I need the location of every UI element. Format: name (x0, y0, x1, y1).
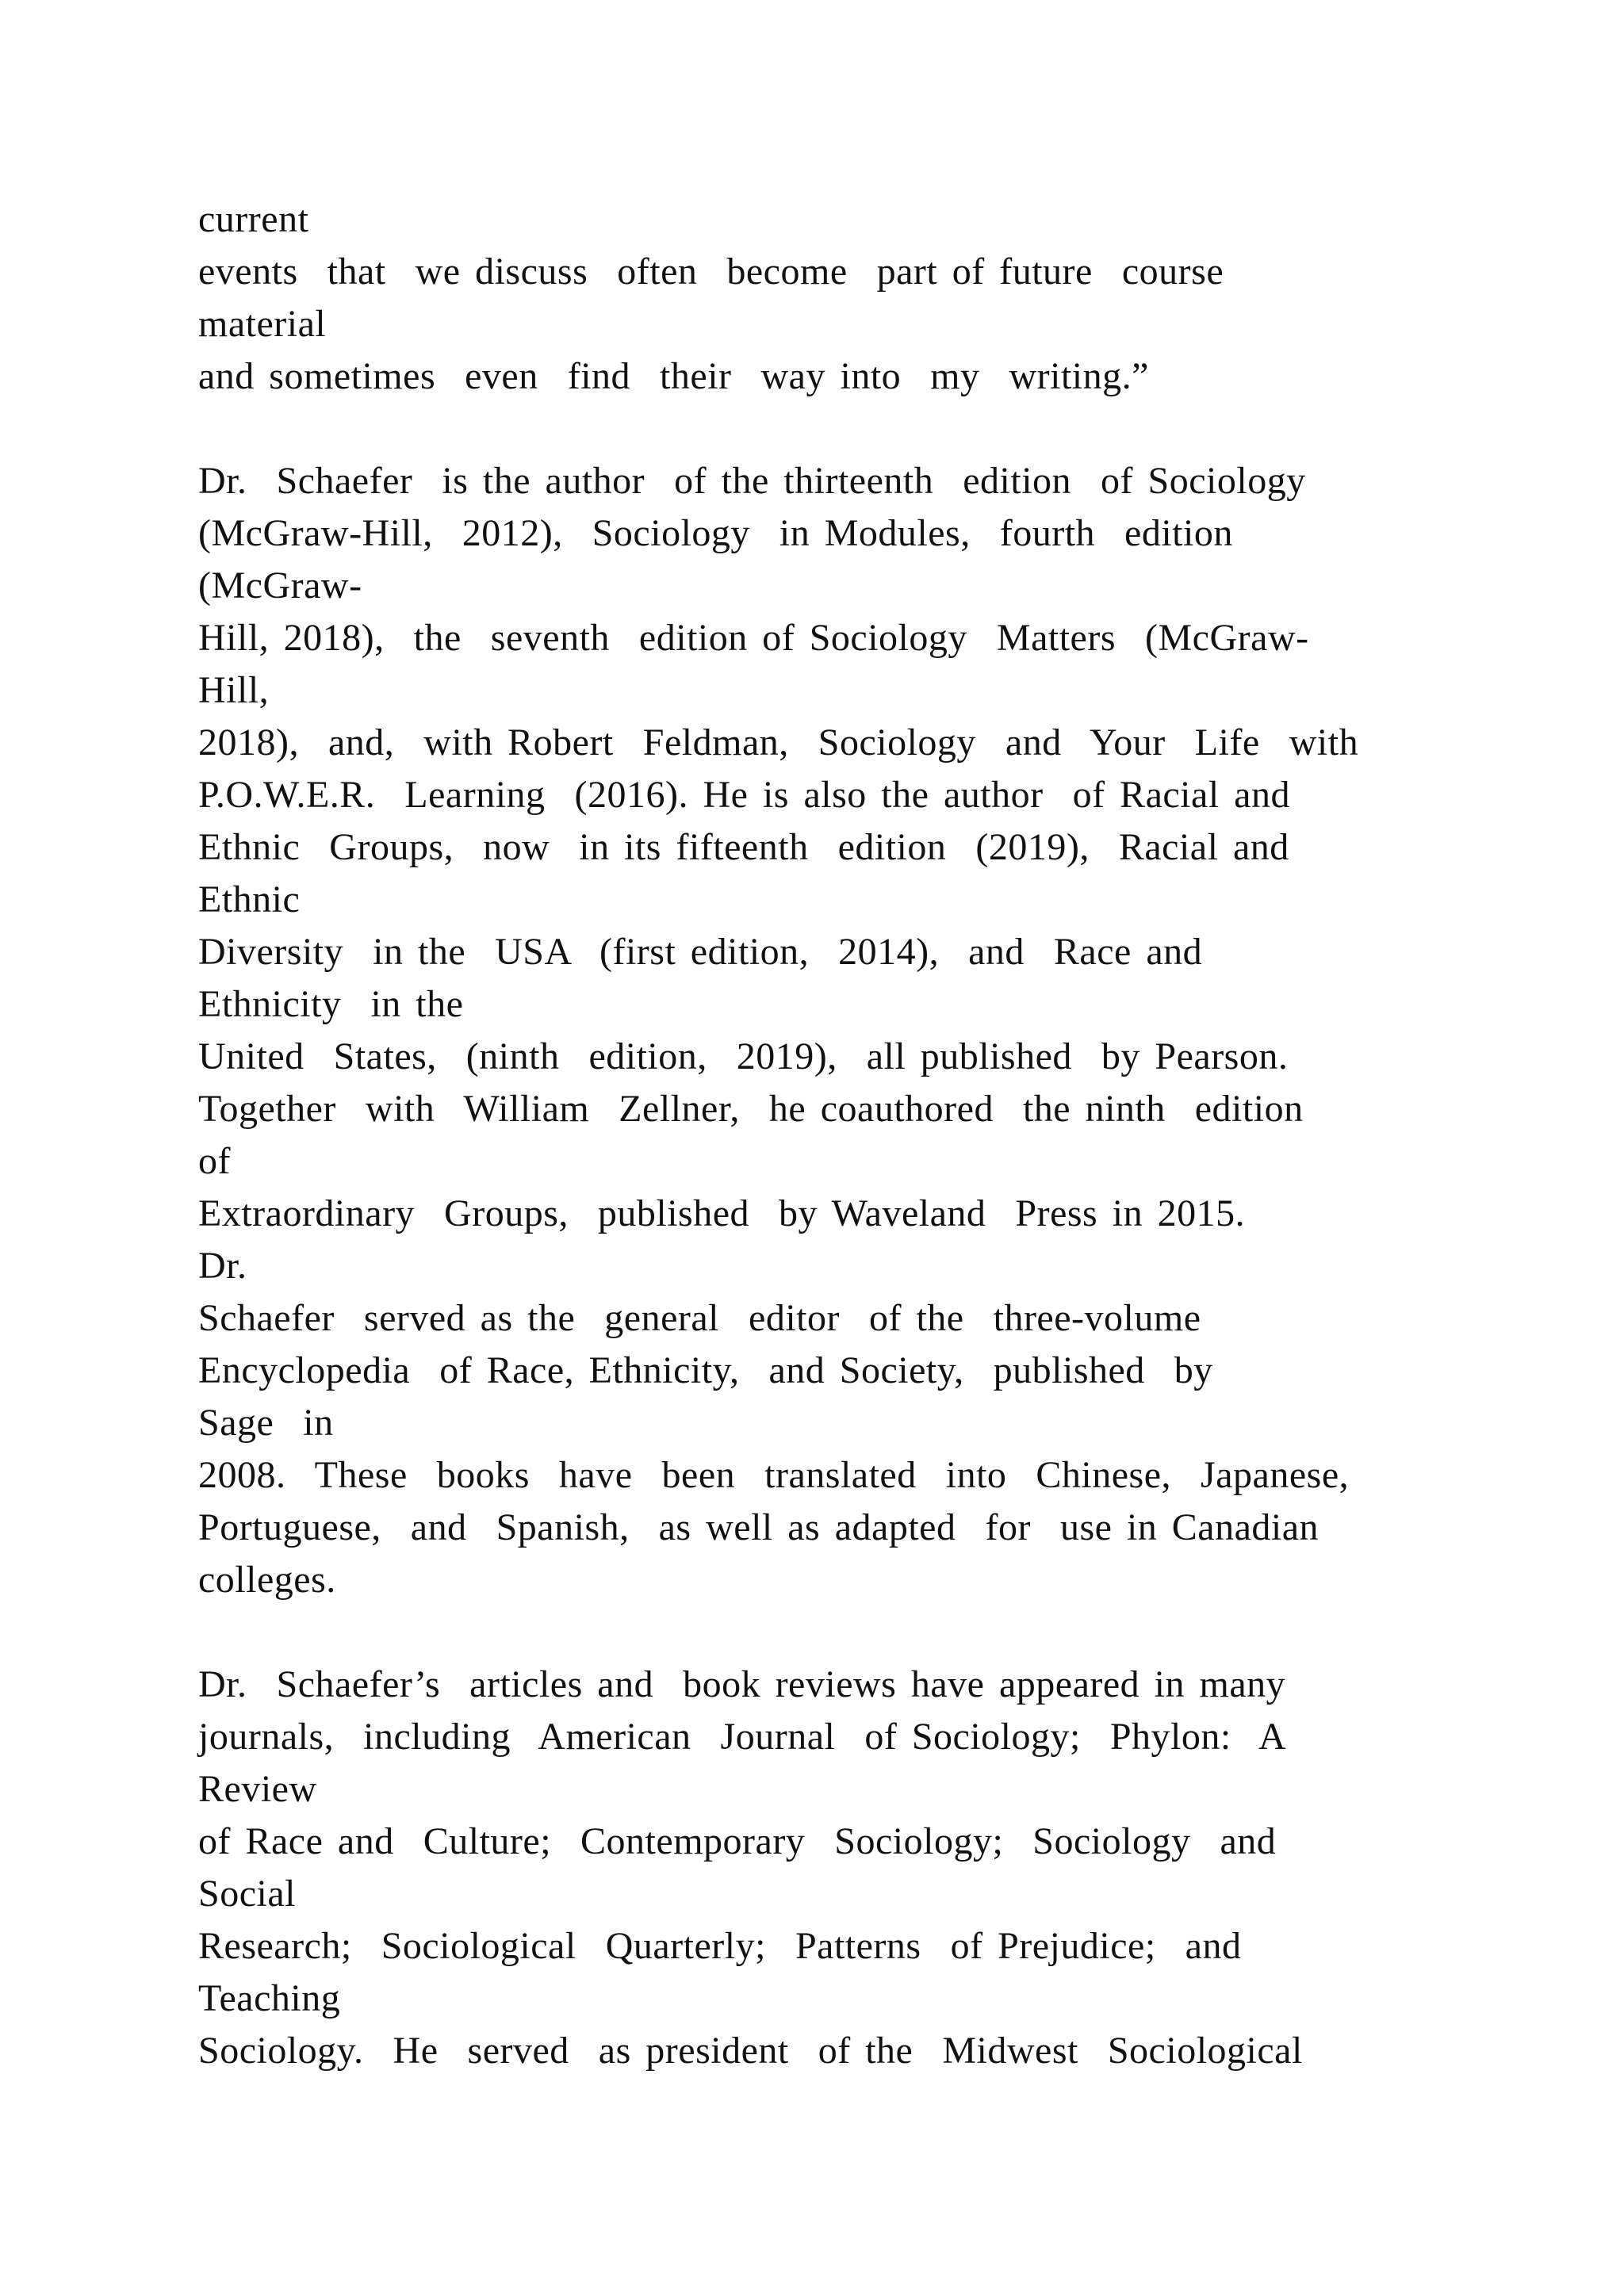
text-line: Dr. (198, 1245, 247, 1287)
text-line: Dr. Schaefer’s articles and book reviews have appeared in many (198, 1663, 1286, 1705)
paragraph-3 (198, 1659, 1546, 2077)
text-line: Ethnicity in the (198, 983, 464, 1025)
text-line: P.O.W.E.R. Learning (2016). He is also the author of Racial and (198, 774, 1290, 816)
text-line: Research; Sociological Quarterly; Patterns of Prejudice; and (198, 1925, 1242, 1967)
text-line: 2018), and, with Robert Feldman, Sociology and Your Life with (198, 721, 1359, 763)
text-line: Social (198, 1873, 296, 1915)
text-line: of (198, 1140, 231, 1182)
text-line: Encyclopedia of Race, Ethnicity, and Society, published by (198, 1349, 1213, 1391)
paragraph-1 (198, 193, 1546, 403)
text-line: United States, (ninth edition, 2019), all published by Pearson. (198, 1035, 1289, 1077)
paragraph-gap (198, 403, 1546, 455)
text-line: and sometimes even find their way into my writing.” (198, 355, 1149, 397)
text-line: Together with William Zellner, he coauthored the ninth edition (198, 1088, 1304, 1130)
text-line: Hill, (198, 669, 270, 711)
text-line: 2008. These books have been translated into Chinese, Japanese, (198, 1454, 1350, 1496)
text-line: current (198, 198, 309, 240)
text-line: Sage in (198, 1402, 334, 1444)
text-line: events that we discuss often become part of future course (198, 251, 1224, 293)
text-line: journals, including American Journal of Sociology; Phylon: A (198, 1716, 1287, 1758)
document-body (198, 193, 1546, 2077)
text-line: Hill, 2018), the seventh edition of Sociology Matters (McGraw- (198, 617, 1309, 659)
text-line: Ethnic Groups, now in its fifteenth edition (2019), Racial and (198, 826, 1289, 868)
text-line: (McGraw-Hill, 2012), Sociology in Modules, fourth edition (198, 512, 1233, 554)
text-line: Ethnic (198, 878, 301, 920)
text-line: Extraordinary Groups, published by Waveland Press in 2015. (198, 1192, 1246, 1234)
text-line: Schaefer served as the general editor of the three-volume (198, 1297, 1201, 1339)
text-line: Dr. Schaefer is the author of the thirteenth edition of Sociology (198, 460, 1306, 502)
text-line: Review (198, 1768, 317, 1810)
text-line: Teaching (198, 1977, 341, 2019)
text-line: Sociology. He served as president of the Midwest Sociological (198, 2030, 1303, 2072)
paragraph-gap (198, 1606, 1546, 1659)
text-line: of Race and Culture; Contemporary Sociology; Sociology and (198, 1820, 1277, 1862)
text-line: Diversity in the USA (first edition, 2014), and Race and (198, 931, 1203, 973)
text-line: (McGraw- (198, 564, 362, 607)
text-line: material (198, 303, 327, 345)
paragraph-2 (198, 455, 1546, 1606)
text-line: Portuguese, and Spanish, as well as adapted for use in Canadian (198, 1506, 1320, 1548)
text-line: colleges. (198, 1559, 336, 1601)
